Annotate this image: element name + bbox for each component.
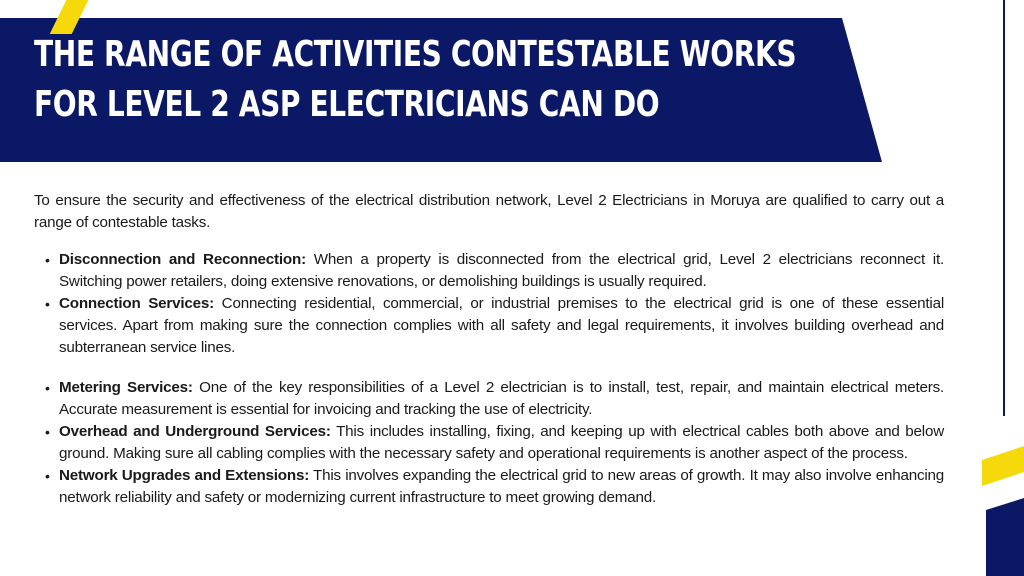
list-item-metering xyxy=(34,377,944,421)
list-item-term: Disconnection and Reconnection: xyxy=(59,251,306,268)
list-item-term: Connection Services: xyxy=(59,295,214,312)
list-item-term: Metering Services: xyxy=(59,379,193,396)
list-item-network-upgrades xyxy=(34,465,944,509)
intro-paragraph: To ensure the security and effectiveness of the electrical distribution network, Level 2 Electricians in Moruya are qualified to carry out a range of contestable tasks. xyxy=(34,192,944,231)
list-item-disconnection xyxy=(34,249,944,293)
right-divider-line xyxy=(1003,0,1005,416)
activity-list xyxy=(34,249,944,509)
list-item-overhead-underground xyxy=(34,421,944,465)
list-item-term: Overhead and Underground Services: xyxy=(59,423,331,440)
list-item-text: One of the key responsibilities of a Level 2 electrician is to install, test, repair, and maintain electrical meters. Accurate measurement is essential for invoicing and tracking the use of electricity. xyxy=(59,379,944,418)
list-item-text: This involves expanding the electrical grid to new areas of growth. It may also involve enhancing network reliability and safety or modernizing current infrastructure to meet growing demand. xyxy=(59,467,945,506)
list-item-text: Connecting residential, commercial, or industrial premises to the electrical grid is one of these essential services. Apart from making sure the connection complies with all safety and legal requirements, it involves building overhead and subterranean service lines. xyxy=(59,295,945,356)
navy-corner-accent xyxy=(986,498,1024,576)
list-item-term: Network Upgrades and Extensions: xyxy=(59,467,310,484)
yellow-corner-accent xyxy=(982,446,1024,486)
list-item-text: This includes installing, fixing, and keeping up with electrical cables both above and below ground. Making sure all cabling complies with the necessary safety and operational requirements is another aspect of the process. xyxy=(59,423,944,462)
main-content xyxy=(34,190,944,509)
page-title: THE RANGE OF ACTIVITIES CONTESTABLE WORKS FOR LEVEL 2 ASP ELECTRICIANS CAN DO xyxy=(34,34,797,125)
list-item-text: When a property is disconnected from the electrical grid, Level 2 electricians reconnect it. Switching power retailers, doing extensive renovations, or demolishing buildings is usually required. xyxy=(59,251,944,290)
list-item-connection xyxy=(34,293,944,359)
